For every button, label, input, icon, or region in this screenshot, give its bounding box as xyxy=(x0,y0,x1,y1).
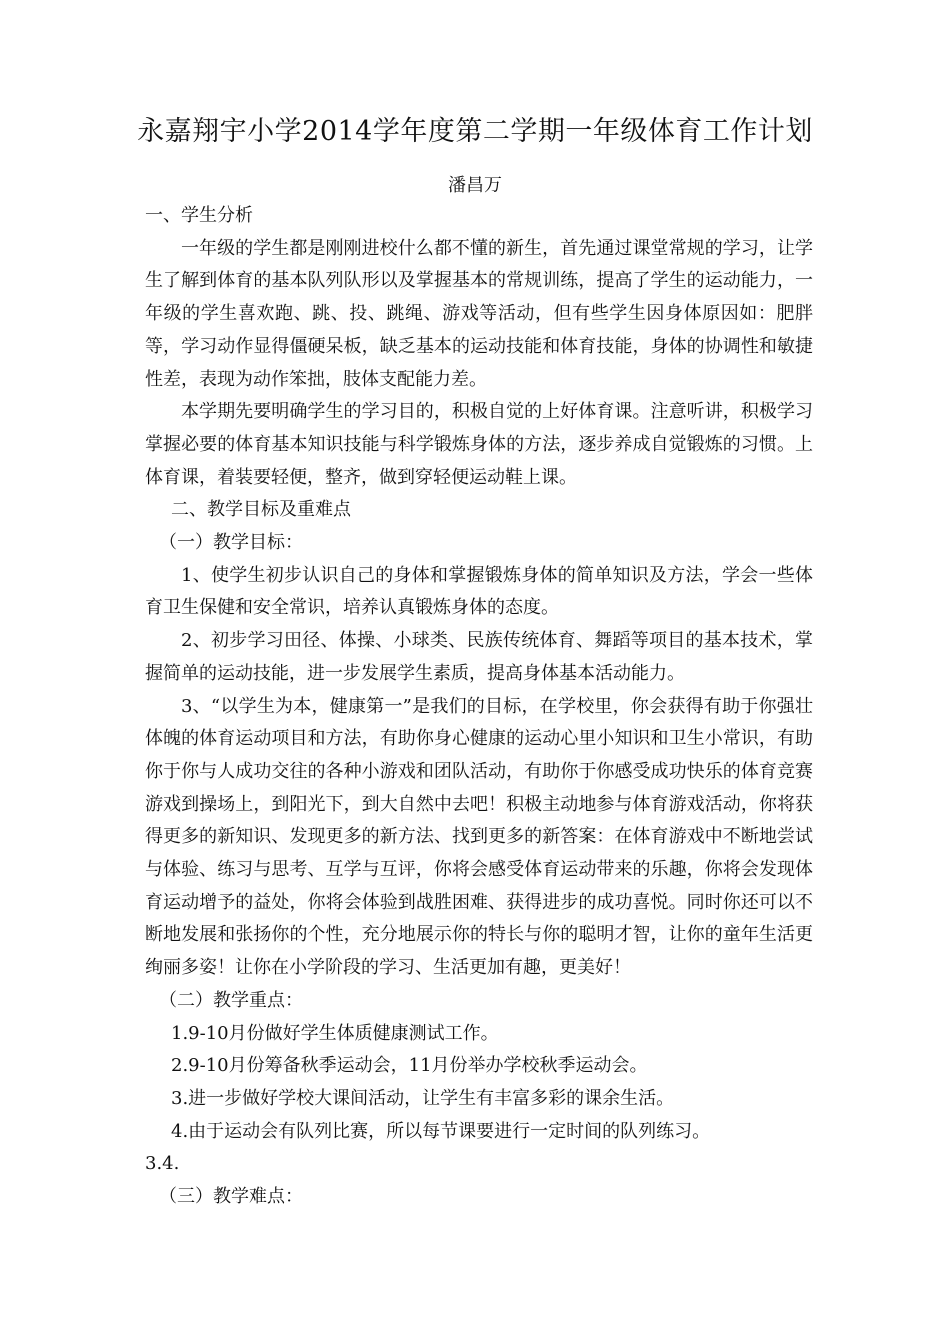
keypoint-item-2: 2.9-10月份筹备秋季运动会，11月份举办学校秋季运动会。 xyxy=(171,1055,648,1077)
keypoint-item-1: 1.9-10月份做好学生体质健康测试工作。 xyxy=(171,1022,499,1044)
section-heading-goals-and-keypoints: 二、教学目标及重难点 xyxy=(171,499,351,521)
subheading-teaching-keypoints: （二）教学重点： xyxy=(159,989,303,1011)
subheading-teaching-difficulties: （三）教学难点： xyxy=(159,1186,303,1208)
goal-item-3: 3、“以学生为本，健康第一”是我们的目标，在学校里，你会获得有助于你强壮体魄的体育运动项目和方法，有助你身心健康的运动心里小知识和卫生小常识，有助你于你与人成功交往的各种小游戏和团队活动，有助你于你感受成功快乐的体育竞赛游戏到操场上，到阳光下，到大自然中去吧！积极主动地参与体育游戏活动，你将获得更多的新知识、发现更多的新方法、找到更多的新答案：在体育游戏中不断地尝试与体验、练习与思考、互学与互评，你将会感受体育运动带来的乐趣，你将会发现体育运动增予的益处，你将会体验到战胜困难、获得进步的成功喜悦。同时你还可以不断地发展和张扬你的个性，充分地展示你的特长与你的聪明才智，让你的童年生活更绚丽多姿！让你在小学阶段的学习、生活更加有趣，更美好！ xyxy=(145,695,813,979)
section-heading-student-analysis: 一、学生分析 xyxy=(145,205,253,226)
keypoint-item-4: 4.由于运动会有队列比赛，所以每节课要进行一定时间的队列练习。 xyxy=(171,1120,711,1142)
document-title: 永嘉翔宇小学2014学年度第二学期一年级体育工作计划 xyxy=(137,116,813,147)
goal-item-1: 1、使学生初步认识自己的身体和掌握锻炼身体的简单知识及方法，学会一些体育卫生保健和安全常识，培养认真锻炼身体的态度。 xyxy=(145,564,813,619)
paragraph-student-analysis-1: 一年级的学生都是刚刚进校什么都不懂的新生，首先通过课堂常规的学习，让学生了解到体育的基本队列队形以及掌握基本的常规训练，提高了学生的运动能力，一年级的学生喜欢跑、跳、投、跳绳、游戏等活动，但有些学生因身体原因如：肥胖等，学习动作显得僵硬呆板，缺乏基本的运动技能和体育技能，身体的协调性和敏捷性差，表现为动作笨拙，肢体支配能力差。 xyxy=(145,237,813,390)
document-body xyxy=(145,200,813,1214)
goal-item-2: 2、初步学习田径、体操、小球类、民族传统体育、舞蹈等项目的基本技术，掌握简单的运动技能，进一步发展学生素质，提高身体基本活动能力。 xyxy=(145,630,813,684)
paragraph-student-analysis-2: 本学期先要明确学生的学习目的，积极自觉的上好体育课。注意听讲，积极学习掌握必要的体育基本知识技能与科学锻炼身体的方法，逐步养成自觉锻炼的习惯。上体育课，着装要轻便，整齐，做到穿轻便运动鞋上课。 xyxy=(145,401,813,488)
stray-numbering-text: 3.4. xyxy=(145,1153,180,1175)
document-author: 潘昌万 xyxy=(448,175,502,196)
keypoint-item-3: 3.进一步做好学校大课间活动，让学生有丰富多彩的课余生活。 xyxy=(171,1087,675,1109)
subheading-teaching-goals: （一）教学目标： xyxy=(159,532,303,554)
